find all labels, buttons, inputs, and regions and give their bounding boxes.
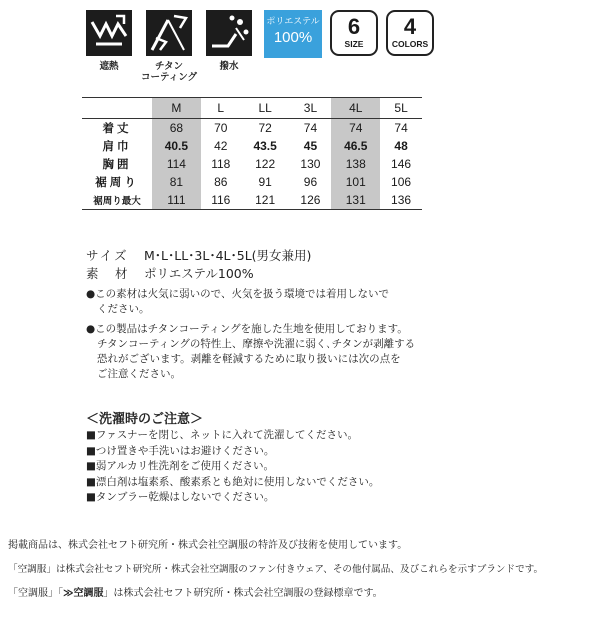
titanium-care-note: ●この製品はチタンコーティングを施した生地を使用しております。 チタンコーティングの特性上、摩擦や洗濯に弱く､チタンが剥離する 恐れがございます。剥離を軽減するために取り扱いには次の点を ご注意ください。 [86, 323, 416, 380]
row-label: 裾周り最大 [93, 196, 141, 207]
table-cell: 116 [211, 193, 231, 207]
list-item: ■漂白剤は塩素系、酸素系とも絶対に使用しないでください。 [86, 475, 380, 488]
table-cell: 86 [214, 175, 228, 189]
size-count-badge: 6 SIZE [330, 10, 378, 56]
table-row [82, 119, 422, 138]
feature-icon-row [82, 10, 442, 90]
table-cell: 46.5 [331, 137, 380, 155]
row-label: 裾周り [95, 177, 139, 189]
size-header: L [217, 101, 225, 115]
size-spec-line [86, 247, 311, 264]
table-row [82, 155, 422, 173]
table-cell: 111 [152, 191, 201, 210]
table-cell: 121 [255, 193, 276, 207]
size-header: 3L [303, 101, 318, 115]
color-count-badge: 4 COLORS [386, 10, 434, 56]
titanium-feature [140, 10, 198, 83]
table-cell: 74 [394, 121, 408, 135]
table-cell: 72 [258, 121, 272, 135]
table-cell: 48 [394, 139, 408, 153]
table-row [82, 173, 422, 191]
table-row [82, 137, 422, 155]
table-cell: 43.5 [253, 139, 277, 153]
material-spec-line [86, 265, 254, 282]
row-label: 着丈 [102, 123, 132, 135]
washing-instructions [86, 428, 379, 506]
list-item: ■タンブラー乾燥はしないでください。 [86, 491, 275, 503]
table-cell: 81 [152, 173, 201, 191]
list-item: ■弱アルカリ性洗剤をご使用ください。 [86, 460, 274, 472]
table-cell: 68 [152, 119, 201, 138]
fire-warning-note: ●この素材は火気に弱いので、火気を扱う環境では着用しないで ください。 [86, 288, 389, 315]
table-cell: 74 [331, 119, 380, 138]
row-label: 肩巾 [102, 141, 132, 153]
brand-notice: 「空調服」は株式会社セフト研究所・株式会社空調服のファン付きウェア、その他付属品、及びこれらを示すブランドです。 [8, 564, 544, 575]
table-row [82, 191, 422, 210]
table-cell: 114 [152, 155, 201, 173]
polyester-badge: ポリエステル 100% [264, 10, 322, 58]
water-repellent-label: 撥水 [219, 61, 239, 72]
table-cell: 118 [211, 157, 231, 171]
heat-shield-icon [86, 10, 132, 56]
table-cell: 70 [214, 121, 228, 135]
titanium-coating-label: チタン コーティング [140, 61, 198, 83]
trademark-notice: 「空調服」「≫空調服」は株式会社セフト研究所・株式会社空調服の登録標章です。 [8, 588, 383, 599]
size-header: 5L [394, 101, 408, 115]
table-cell: 122 [255, 157, 276, 171]
table-cell: 42 [214, 139, 228, 153]
material-spec-value: ポリエステル100% [144, 266, 254, 281]
size-header: LL [258, 101, 272, 115]
size-table [82, 97, 422, 210]
row-label: 胸囲 [102, 159, 132, 171]
heat-shield-label: 遮熱 [99, 61, 119, 72]
heat-shield-feature [86, 10, 132, 72]
table-cell: 136 [391, 193, 412, 207]
size-spec-value: M･L･LL･3L･4L･5L(男女兼用) [144, 248, 312, 263]
size-header-row [82, 98, 422, 119]
table-cell: 101 [331, 173, 380, 191]
table-cell: 45 [303, 139, 318, 153]
table-cell: 126 [300, 193, 321, 207]
table-cell: 91 [258, 175, 272, 189]
material-spec-key: 素 材 [86, 266, 130, 281]
list-item: ■ファスナーを閉じ、ネットに入れて洗濯してください。 [86, 429, 358, 441]
table-cell: 131 [331, 191, 380, 210]
list-item: ■つけ置きや手洗いはお避けください。 [86, 444, 275, 457]
washing-title: ＜洗濯時のご注意＞ [86, 412, 204, 427]
size-header: M [152, 98, 201, 119]
water-repellent-feature [206, 10, 252, 72]
table-cell: 146 [391, 157, 412, 171]
titanium-coating-icon [146, 10, 192, 56]
size-header: 4L [331, 98, 380, 119]
table-cell: 130 [300, 157, 321, 171]
patent-notice: 掲載商品は、株式会社セフト研究所・株式会社空調服の特許及び技術を使用しています。 [8, 540, 408, 551]
table-cell: 106 [391, 175, 412, 189]
table-cell: 74 [303, 121, 318, 135]
table-cell: 138 [331, 155, 380, 173]
water-repellent-icon [206, 10, 252, 56]
size-spec-key: サイズ [86, 248, 129, 263]
kuchofuku-logo: ≫空調服 [63, 588, 104, 599]
table-cell: 96 [303, 175, 318, 189]
table-cell: 40.5 [152, 137, 201, 155]
